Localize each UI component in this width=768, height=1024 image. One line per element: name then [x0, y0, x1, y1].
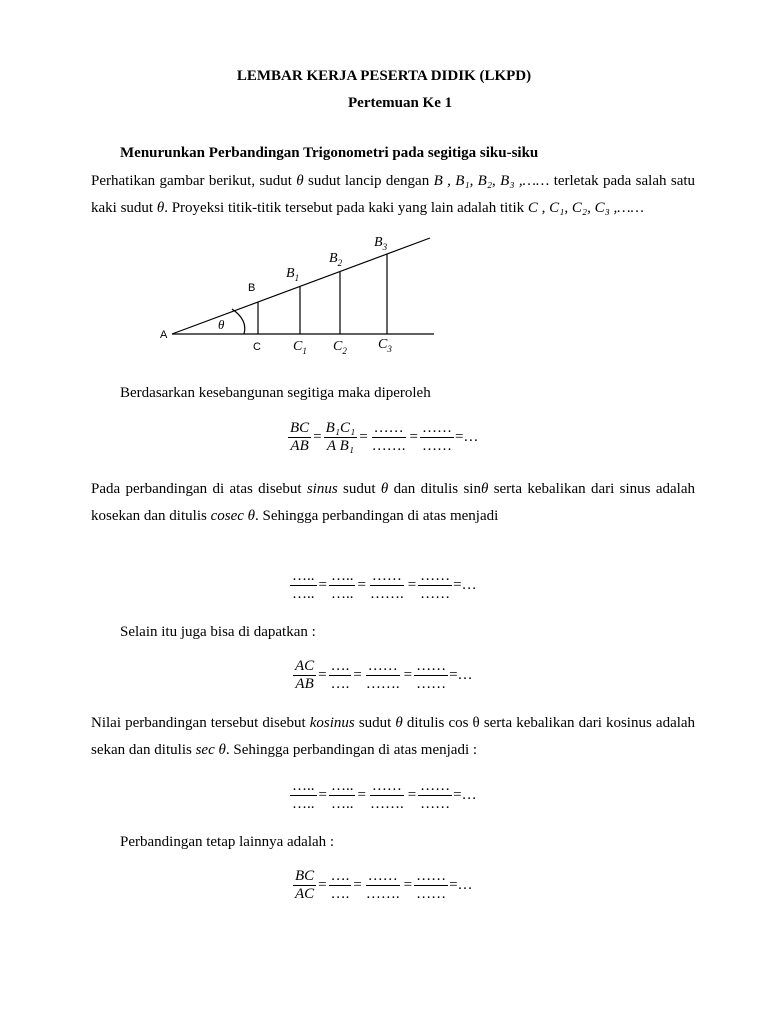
section-heading: Menurunkan Perbandingan Trigonometri pada segitiga siku-siku — [120, 145, 539, 161]
equation-tail: =… — [449, 877, 473, 893]
fraction-2: $\frac{\text{B₁C₁}}{\text{A B₁}}$ — [325, 420, 356, 454]
similarity-text: Berdasarkan kesebangunan segitiga maka diperoleh — [120, 385, 431, 401]
theta-symbol: θ — [480, 481, 489, 497]
equation-tail: =… — [453, 577, 477, 593]
equation-tail: =… — [449, 667, 473, 683]
sec-term: sec θ — [195, 742, 226, 758]
fraction-3: $\frac{\dots\dots}{\dots\dots.}$ — [365, 658, 400, 692]
label-B1: $B_1$ — [286, 266, 300, 283]
fraction-2: $\frac{\dots.}{\dots.}$ — [330, 658, 350, 692]
fraction-3: $\frac{\dots\dots}{\dots\dots.}$ — [369, 778, 404, 812]
fraction-4: $\frac{\dots\dots}{\dots\dots}$ — [416, 658, 447, 692]
fraction-1: $\frac{BC}{AB}$ — [290, 420, 310, 454]
intro-text-1: Perhatikan gambar berikut, sudut — [91, 173, 292, 189]
theta-symbol: θ — [296, 173, 304, 189]
cosec-term: cosec θ — [210, 508, 256, 524]
intro-text-3: terletak pada salah — [553, 173, 667, 189]
intro-text-5: . Proyeksi titik-titik tersebut pada kaki yang lain adalah titik — [164, 200, 525, 216]
label-B: B — [248, 282, 256, 294]
label-theta: θ — [218, 317, 225, 332]
fraction-3: $\frac{\dots\dots}{\dots\dots.}$ — [371, 420, 406, 454]
equation-tail: =… — [454, 429, 479, 445]
fraction-3: $\frac{\dots\dots}{\dots\dots.}$ — [365, 868, 400, 902]
intro-paragraph — [91, 168, 695, 222]
triangle-figure — [150, 228, 450, 358]
fraction-3: $\frac{\dots\dots}{\dots\dots.}$ — [369, 568, 404, 602]
label-C3: $C_3$ — [378, 337, 392, 354]
label-C2: $C_2$ — [333, 339, 347, 356]
equation-5: $\frac{BC}{AC}$ = $\frac{\dots.}{\dots.}$ = $\frac{\dots\dots}{\dots\dots.}$ = $\frac{\dots\dots}{\dots\dots}$ =… — [295, 868, 473, 902]
label-B3: $B_3$ — [374, 235, 388, 252]
intro-text-4: satu kaki sudut — [91, 173, 696, 216]
theta-symbol: θ — [380, 481, 389, 497]
equation-3: $\frac{AC}{AB}$ = $\frac{\dots.}{\dots.}$ = $\frac{\dots\dots}{\dots\dots.}$ = $\frac{\dots\dots}{\dots\dots}$ =… — [295, 658, 473, 692]
fraction-4: $\frac{\dots\dots}{\dots\dots}$ — [420, 778, 451, 812]
fraction-4: $\frac{\dots\dots}{\dots\dots}$ — [421, 420, 452, 454]
label-B2: $B_2$ — [329, 251, 343, 268]
theta-symbol: θ — [156, 200, 165, 216]
equation-tail: =… — [453, 787, 477, 803]
fraction-4: $\frac{\dots\dots}{\dots\dots}$ — [420, 568, 451, 602]
sinus-term: sinus — [306, 481, 338, 497]
angle-arc — [232, 309, 245, 334]
fraction-2: $\frac{\dots..}{\dots..}$ — [330, 568, 354, 602]
other-ratios-text: Perbandingan tetap lainnya adalah : — [120, 834, 335, 850]
fraction-4: $\frac{\dots\dots}{\dots\dots}$ — [416, 868, 447, 902]
also-text: Selain itu juga bisa di dapatkan : — [120, 624, 316, 640]
intro-text-2: sudut lancip dengan — [308, 173, 430, 189]
equation-1: $\frac{BC}{AB}$ = $\frac{\text{B₁C₁}}{\text{A B₁}}$ = $\frac{\dots\dots}{\dots\dots.}$ = $\frac{\dots\dots}{\dots\dots}$ =… — [290, 420, 479, 454]
fraction-2: $\frac{\dots.}{\dots.}$ — [330, 868, 350, 902]
theta-symbol: θ — [395, 715, 403, 731]
b-points-list: B , B₁, B₂, B₃ ,…… — [433, 173, 550, 189]
kosinus-term: kosinus — [309, 715, 355, 731]
meeting-subtitle: Pertemuan Ke 1 — [348, 95, 453, 111]
fraction-1: $\frac{AC}{AB}$ — [295, 658, 315, 692]
worksheet-title: LEMBAR KERJA PESERTA DIDIK (LKPD) — [236, 68, 532, 84]
cos-term: cos θ — [448, 715, 480, 731]
fraction-1: $\frac{BC}{AC}$ — [295, 868, 315, 902]
label-C: C — [253, 341, 261, 353]
fraction-1: $\frac{\dots..}{\dots..}$ — [292, 778, 315, 812]
label-C1: $C_1$ — [293, 339, 307, 356]
label-A: A — [160, 329, 168, 341]
c-points-list: C , C₁, C₂, C₃ ,…… — [527, 200, 644, 216]
slanted-line — [172, 238, 430, 334]
equation-4: $\frac{\dots..}{\dots..}$ = $\frac{\dots..}{\dots..}$ = $\frac{\dots\dots}{\dots\dots.}$ = $\frac{\dots\dots}{\dots\dots}$ =… — [292, 778, 477, 812]
kosinus-paragraph: Nilai perbandingan tersebut disebut kosinus sudut θ ditulis cos θ serta kebalikan dari kosinus adalah sekan dan ditulis sec θ. Sehingga perbandingan di atas menjadi : — [91, 715, 696, 758]
fraction-1: $\frac{\dots..}{\dots..}$ — [292, 568, 315, 602]
equation-2: $\frac{\dots..}{\dots..}$ = $\frac{\dots..}{\dots..}$ = $\frac{\dots\dots}{\dots\dots.}$ = $\frac{\dots\dots}{\dots\dots}$ =… — [292, 568, 477, 602]
fraction-2: $\frac{\dots..}{\dots..}$ — [330, 778, 354, 812]
sinus-paragraph: Pada perbandingan di atas disebut sinus sudut θ dan ditulis sinθ serta kebalikan dari sinus adalah kosekan dan ditulis cosec θ. Sehingga perbandingan di atas menjadi — [91, 481, 695, 524]
